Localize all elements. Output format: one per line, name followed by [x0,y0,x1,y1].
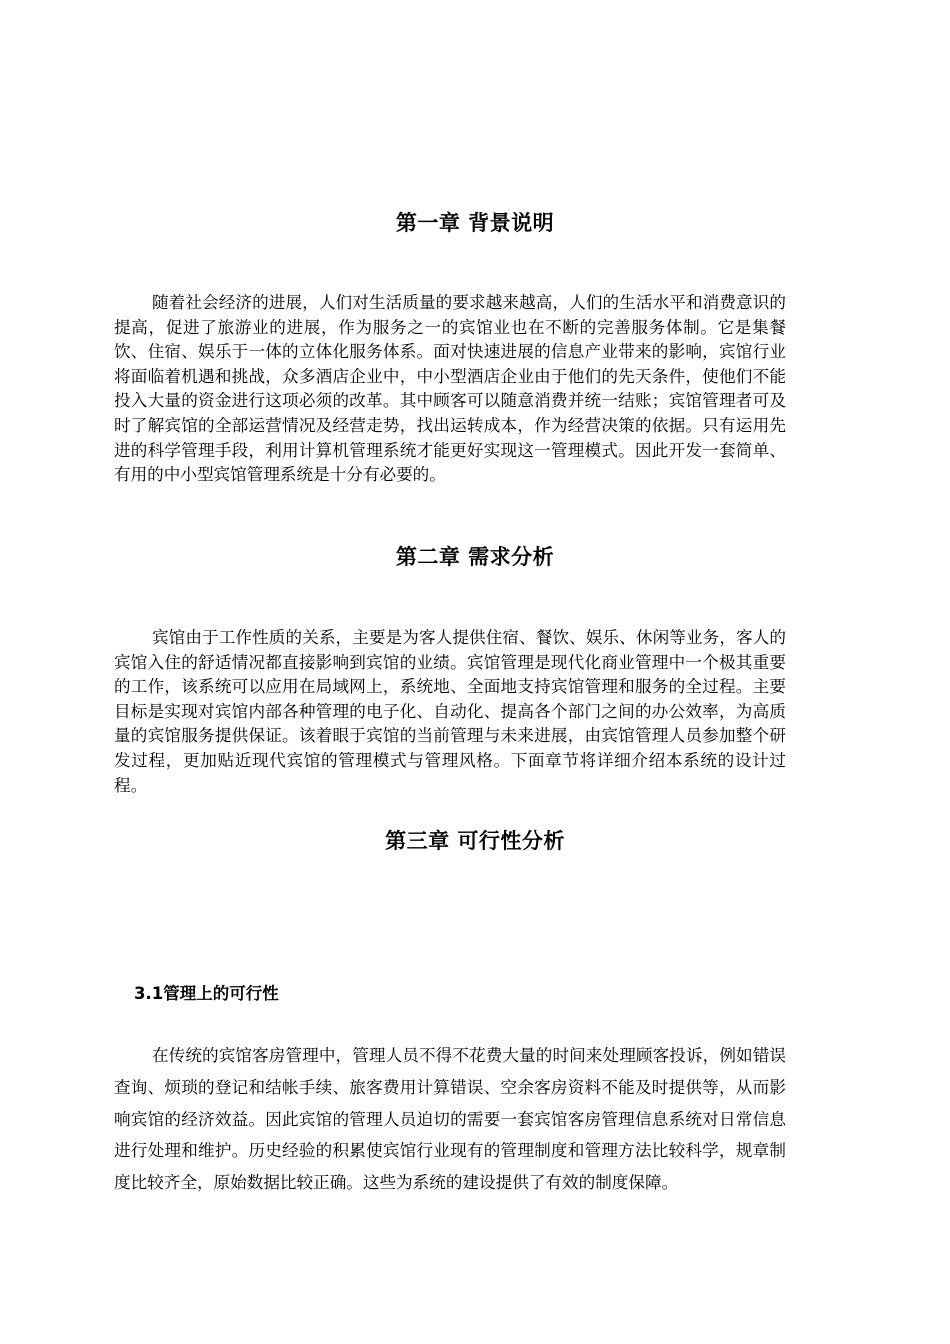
section-3-1-title: 3.1管理上的可行性 [134,984,279,1003]
chapter-2-paragraph: 宾馆由于工作性质的关系，主要是为客人提供住宿、餐饮、娱乐、休闲等业务，客人的宾馆入住的舒适情况都直接影响到宾馆的业绩。宾馆管理是现代化商业管理中一个极其重要的工作，该系统可以应用在局域网上，系统地、全面地支持宾馆管理和服务的全过程。主要目标是实现对宾馆内部各种管理的电子化、自动化、提高各个部门之间的办公效率，为高质量的宾馆服务提供保证。该着眼于宾馆的当前管理与未来进展，由宾馆管理人员参加整个研发过程，更加贴近现代宾馆的管理模式与管理风格。下面章节将详细介绍本系统的设计过程。 [114,628,786,795]
chapter-2-title: 第二章 需求分析 [395,545,555,569]
chapter-3-title: 第三章 可行性分析 [385,829,565,853]
chapter-1-title: 第一章 背景说明 [395,211,555,235]
section-3-1-paragraph: 在传统的宾馆客房管理中，管理人员不得不花费大量的时间来处理顾客投诉，例如错误查询、烦琐的登记和结帐手续、旅客费用计算错误、空余客房资料不能及时提供等，从而影响宾馆的经济效益。因此宾馆的管理人员迫切的需要一套宾馆客房管理信息系统对日常信息进行处理和维护。历史经验的积累使宾馆行业现有的管理制度和管理方法比较科学，规章制度比较齐全，原始数据比较正确。这些为系统的建设提供了有效的制度保障。 [114,1046,786,1193]
chapter-1-paragraph: 随着社会经济的进展，人们对生活质量的要求越来越高，人们的生活水平和消费意识的提高，促进了旅游业的进展，作为服务之一的宾馆业也在不断的完善服务体制。它是集餐饮、住宿、娱乐于一体的立体化服务体系。面对快速进展的信息产业带来的影响，宾馆行业将面临着机遇和挑战，众多酒店企业中，中小型酒店企业由于他们的先天条件，使他们不能投入大量的资金进行这项必须的改革。其中顾客可以随意消费并统一结账；宾馆管理者可及时了解宾馆的全部运营情况及经营走势，找出运转成本，作为经营决策的依据。只有运用先进的科学管理手段，利用计算机管理系统才能更好实现这一管理模式。因此开发一套简单、有用的中小型宾馆管理系统是十分有必要的。 [114,293,786,485]
